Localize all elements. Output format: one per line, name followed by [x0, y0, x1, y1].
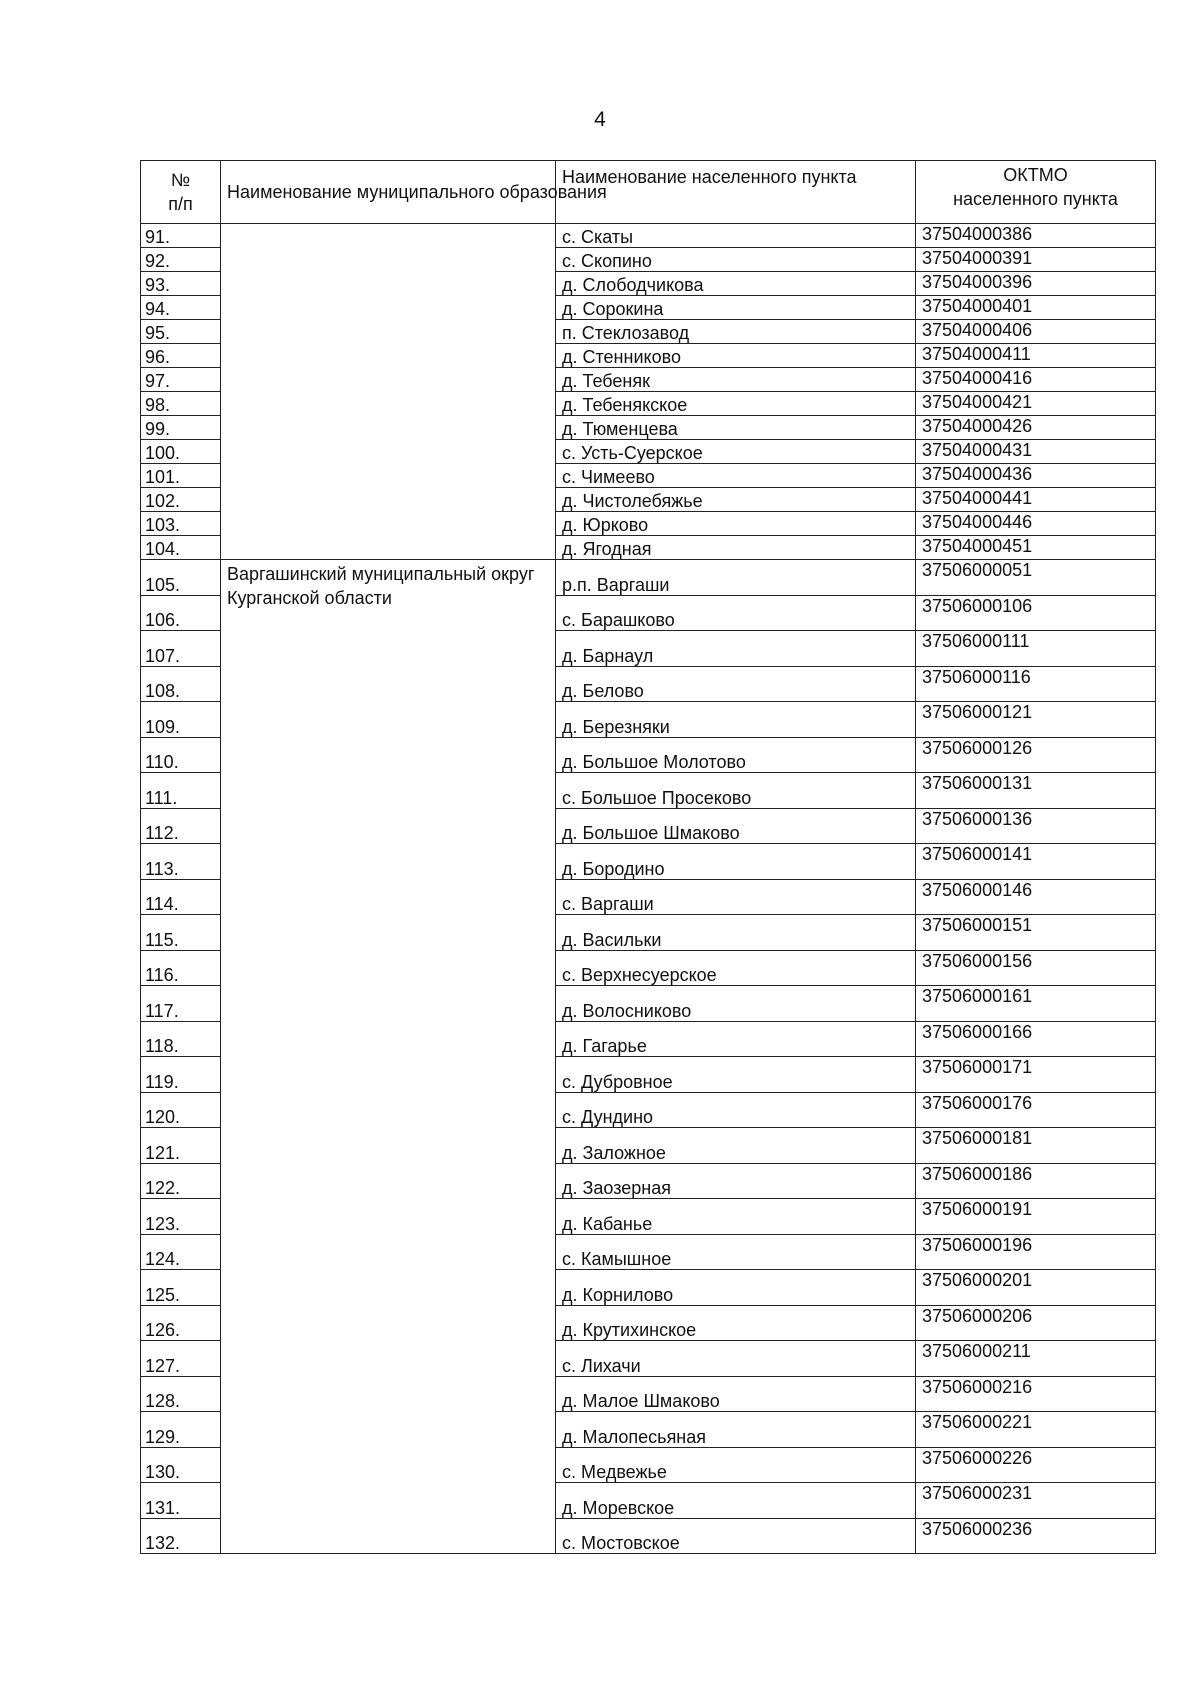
row-number: 113.	[141, 844, 221, 880]
page-number: 4	[594, 108, 606, 131]
row-number: 114.	[141, 879, 221, 915]
row-number: 123.	[141, 1199, 221, 1235]
row-number: 116.	[141, 950, 221, 986]
settlement-name: д. Большое Шмаково	[556, 808, 916, 844]
header-number-abbr: п/п	[168, 194, 193, 214]
header-octmo-subtitle: населенного пункта	[953, 189, 1118, 209]
row-number: 107.	[141, 631, 221, 667]
row-number: 100.	[141, 440, 221, 464]
octmo-code: 37506000171	[916, 1057, 1156, 1093]
header-number	[141, 161, 221, 224]
row-number: 97.	[141, 368, 221, 392]
settlement-name: с. Усть-Суерское	[556, 440, 916, 464]
settlement-name: с. Медвежье	[556, 1447, 916, 1483]
settlement-name: д. Стенниково	[556, 344, 916, 368]
settlement-name: р.п. Варгаши	[556, 560, 916, 596]
table-row	[141, 560, 1156, 596]
row-number: 102.	[141, 488, 221, 512]
octmo-code: 37506000196	[916, 1234, 1156, 1270]
settlement-name: д. Малое Шмаково	[556, 1376, 916, 1412]
settlement-name: с. Мостовское	[556, 1518, 916, 1554]
settlement-name: д. Ягодная	[556, 536, 916, 560]
octmo-code: 37506000201	[916, 1270, 1156, 1306]
row-number: 120.	[141, 1092, 221, 1128]
octmo-code: 37506000161	[916, 986, 1156, 1022]
settlement-name: д. Васильки	[556, 915, 916, 951]
octmo-code: 37506000231	[916, 1483, 1156, 1519]
octmo-code: 37504000436	[916, 464, 1156, 488]
settlement-name: д. Тебеняк	[556, 368, 916, 392]
row-number: 131.	[141, 1483, 221, 1519]
row-number: 121.	[141, 1128, 221, 1164]
octmo-code: 37506000116	[916, 666, 1156, 702]
settlement-name: д. Кабанье	[556, 1199, 916, 1235]
settlement-name: с. Дубровное	[556, 1057, 916, 1093]
octmo-code: 37506000156	[916, 950, 1156, 986]
settlement-name: д. Тебенякское	[556, 392, 916, 416]
row-number: 124.	[141, 1234, 221, 1270]
row-number: 125.	[141, 1270, 221, 1306]
settlement-name: д. Моревское	[556, 1483, 916, 1519]
octmo-code: 37504000411	[916, 344, 1156, 368]
row-number: 96.	[141, 344, 221, 368]
header-octmo-title: ОКТМО	[1003, 165, 1068, 185]
row-number: 126.	[141, 1305, 221, 1341]
row-number: 127.	[141, 1341, 221, 1377]
settlement-name: д. Юрково	[556, 512, 916, 536]
row-number: 108.	[141, 666, 221, 702]
settlement-name: с. Большое Просеково	[556, 773, 916, 809]
settlement-name: д. Слободчикова	[556, 272, 916, 296]
octmo-code: 37504000396	[916, 272, 1156, 296]
settlement-name: д. Заозерная	[556, 1163, 916, 1199]
row-number: 93.	[141, 272, 221, 296]
row-number: 132.	[141, 1518, 221, 1554]
settlement-name: с. Скопино	[556, 248, 916, 272]
table-body	[141, 224, 1156, 1554]
settlement-name: с. Камышное	[556, 1234, 916, 1270]
octmo-code: 37506000206	[916, 1305, 1156, 1341]
row-number: 129.	[141, 1412, 221, 1448]
octmo-code: 37506000111	[916, 631, 1156, 667]
settlement-name: д. Белово	[556, 666, 916, 702]
row-number: 106.	[141, 595, 221, 631]
octmo-code: 37506000151	[916, 915, 1156, 951]
octmo-code: 37504000391	[916, 248, 1156, 272]
octmo-code: 37506000186	[916, 1163, 1156, 1199]
settlement-name: д. Волосниково	[556, 986, 916, 1022]
octmo-code: 37506000141	[916, 844, 1156, 880]
row-number: 119.	[141, 1057, 221, 1093]
octmo-code: 37504000446	[916, 512, 1156, 536]
settlements-table	[140, 160, 1156, 1554]
row-number: 112.	[141, 808, 221, 844]
octmo-code: 37506000126	[916, 737, 1156, 773]
row-number: 98.	[141, 392, 221, 416]
octmo-code: 37506000131	[916, 773, 1156, 809]
settlement-name: с. Чимеево	[556, 464, 916, 488]
row-number: 92.	[141, 248, 221, 272]
settlement-name: д. Заложное	[556, 1128, 916, 1164]
settlement-name: д. Барнаул	[556, 631, 916, 667]
municipality-name: Варгашинский муниципальный округ Курганской области	[221, 560, 556, 1554]
octmo-code: 37506000176	[916, 1092, 1156, 1128]
settlement-name: с. Лихачи	[556, 1341, 916, 1377]
header-municipality: Наименование муниципального образования	[221, 161, 556, 224]
settlement-name: д. Малопесьяная	[556, 1412, 916, 1448]
settlement-name: д. Березняки	[556, 702, 916, 738]
municipality-name	[221, 224, 556, 560]
settlement-name: с. Дундино	[556, 1092, 916, 1128]
row-number: 111.	[141, 773, 221, 809]
octmo-code: 37506000051	[916, 560, 1156, 596]
settlement-name: д. Гагарье	[556, 1021, 916, 1057]
row-number: 117.	[141, 986, 221, 1022]
octmo-code: 37506000146	[916, 879, 1156, 915]
settlement-name: д. Чистолебяжье	[556, 488, 916, 512]
settlement-name: с. Варгаши	[556, 879, 916, 915]
row-number: 105.	[141, 560, 221, 596]
octmo-code: 37506000136	[916, 808, 1156, 844]
row-number: 101.	[141, 464, 221, 488]
octmo-code: 37504000426	[916, 416, 1156, 440]
table-header-row	[141, 161, 1156, 224]
header-octmo	[916, 161, 1156, 224]
header-number-symbol: №	[170, 170, 191, 190]
octmo-code: 37506000221	[916, 1412, 1156, 1448]
octmo-code: 37506000216	[916, 1376, 1156, 1412]
row-number: 94.	[141, 296, 221, 320]
octmo-code: 37504000406	[916, 320, 1156, 344]
settlement-name: д. Бородино	[556, 844, 916, 880]
octmo-code: 37506000121	[916, 702, 1156, 738]
octmo-code: 37504000386	[916, 224, 1156, 248]
octmo-code: 37504000431	[916, 440, 1156, 464]
settlement-name: д. Большое Молотово	[556, 737, 916, 773]
settlement-name: с. Скаты	[556, 224, 916, 248]
settlement-name: с. Барашково	[556, 595, 916, 631]
settlement-name: д. Тюменцева	[556, 416, 916, 440]
octmo-code: 37506000191	[916, 1199, 1156, 1235]
row-number: 103.	[141, 512, 221, 536]
row-number: 95.	[141, 320, 221, 344]
settlement-name: д. Корнилово	[556, 1270, 916, 1306]
octmo-code: 37504000441	[916, 488, 1156, 512]
octmo-code: 37504000416	[916, 368, 1156, 392]
settlement-name: п. Стеклозавод	[556, 320, 916, 344]
row-number: 115.	[141, 915, 221, 951]
octmo-code: 37504000421	[916, 392, 1156, 416]
octmo-code: 37506000236	[916, 1518, 1156, 1554]
row-number: 104.	[141, 536, 221, 560]
octmo-code: 37504000401	[916, 296, 1156, 320]
octmo-code: 37506000106	[916, 595, 1156, 631]
settlement-name: д. Сорокина	[556, 296, 916, 320]
octmo-code: 37506000181	[916, 1128, 1156, 1164]
row-number: 99.	[141, 416, 221, 440]
header-settlement: Наименование населенного пункта	[556, 161, 916, 224]
row-number: 122.	[141, 1163, 221, 1199]
octmo-code: 37506000211	[916, 1341, 1156, 1377]
row-number: 110.	[141, 737, 221, 773]
octmo-code: 37506000226	[916, 1447, 1156, 1483]
row-number: 109.	[141, 702, 221, 738]
row-number: 130.	[141, 1447, 221, 1483]
table-row	[141, 224, 1156, 248]
row-number: 91.	[141, 224, 221, 248]
row-number: 118.	[141, 1021, 221, 1057]
settlement-name: д. Крутихинское	[556, 1305, 916, 1341]
octmo-code: 37506000166	[916, 1021, 1156, 1057]
octmo-code: 37504000451	[916, 536, 1156, 560]
row-number: 128.	[141, 1376, 221, 1412]
settlement-name: с. Верхнесуерское	[556, 950, 916, 986]
